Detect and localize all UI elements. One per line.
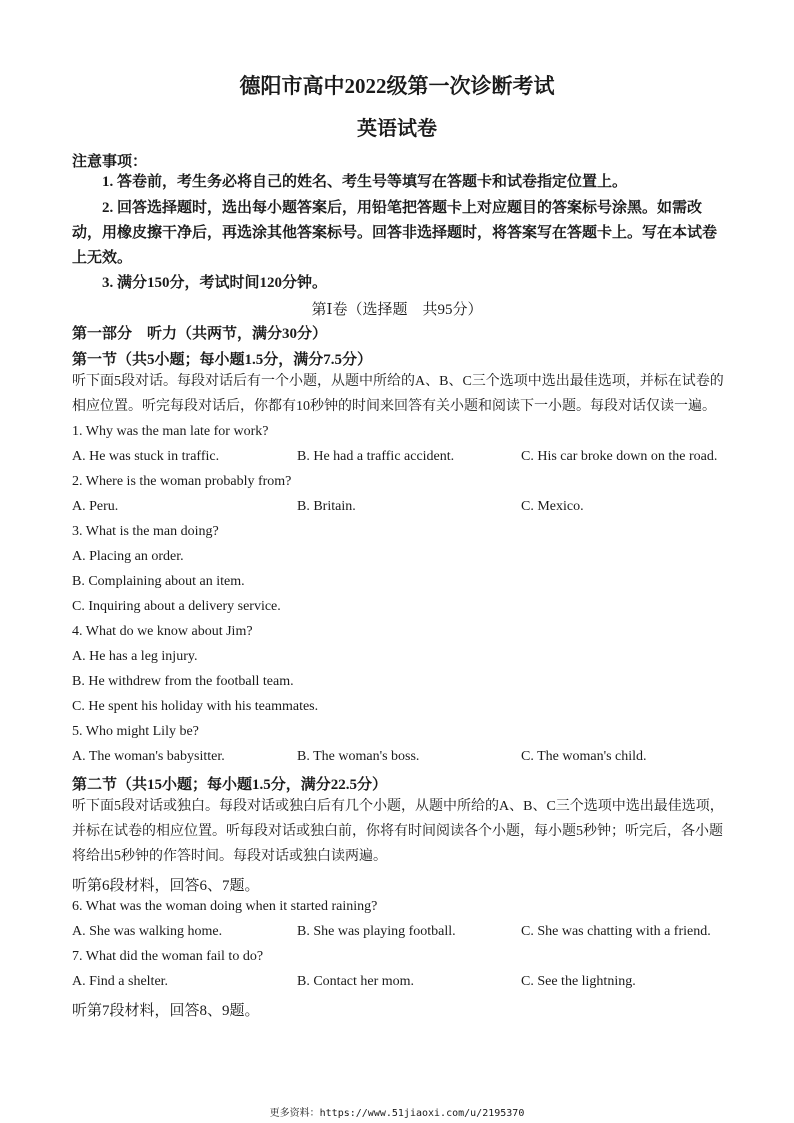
q4-option-a: A. He has a leg injury. [72,649,198,664]
q2-option-c: C. Mexico. [521,499,584,514]
volume-title: 第Ⅰ卷（选择题 共95分） [311,302,483,318]
section2-instructions: 听下面5段对话或独白。每段对话或独白后有几个小题，从题中所给的A、B、C三个选项中选出最佳选项，并标在试卷的相应位置。听每段对话或独白前，你将有时间阅读各个小题，每小题5秒钟；听完后，各小题将给出5秒钟的作答时间。每段对话或独白读两遍。 [72,799,724,864]
section1-instructions: 听下面5段对话。每段对话后有一个小题，从题中所给的A、B、C三个选项中选出最佳选项，并标在试卷的相应位置。听完每段对话后，你都有10秒钟的时间来回答有关小题和阅读下一小题。每段对话仅读一遍。 [72,374,724,414]
q1-option-c: C. His car broke down on the road. [521,449,718,464]
exam-title: 德阳市高中2022级第一次诊断考试 [239,74,555,98]
q2-option-a: A. Peru. [72,499,119,514]
question-5: 5. Who might Lily be? [72,724,199,739]
q7-option-c: C. See the lightning. [521,974,636,989]
q6-option-c: C. She was chatting with a friend. [521,924,711,939]
q6-option-a: A. She was walking home. [72,924,223,939]
q3-option-b: B. Complaining about an item. [72,574,245,589]
note-item-2: 2. 回答选择题时，选出每小题答案后，用铅笔把答题卡上对应题目的答案标号涂黑。如需改动，用橡皮擦干净后，再选涂其他答案标号。回答非选择题时，将答案写在答题卡上。写在本试卷上无效。 [72,200,718,266]
q1-option-b: B. He had a traffic accident. [297,449,455,464]
material-7-note: 听第7段材料，回答8、9题。 [72,1003,260,1019]
material-6-note: 听第6段材料，回答6、7题。 [72,878,260,894]
exam-subtitle: 英语试卷 [357,118,437,140]
question-4: 4. What do we know about Jim? [72,624,253,639]
q6-option-b: B. She was playing football. [297,924,456,939]
question-7: 7. What did the woman fail to do? [72,949,264,964]
q4-option-c: C. He spent his holiday with his teammates. [72,699,319,714]
footer-link[interactable]: 更多资料：https://www.51jiaoxi.com/u/2195370 [269,1108,525,1119]
q2-option-b: B. Britain. [297,499,356,514]
question-1: 1. Why was the man late for work? [72,424,269,439]
q7-option-b: B. Contact her mom. [297,974,415,989]
q4-option-b: B. He withdrew from the football team. [72,674,294,689]
section1-title: 第一节（共5小题；每小题1.5分，满分7.5分） [72,352,373,368]
question-6: 6. What was the woman doing when it started raining? [72,899,378,914]
q5-option-a: A. The woman's babysitter. [72,749,225,764]
section2-title: 第二节（共15小题；每小题1.5分，满分22.5分） [72,777,388,793]
q5-option-c: C. The woman's child. [521,749,647,764]
q3-option-c: C. Inquiring about a delivery service. [72,599,281,614]
q3-option-a: A. Placing an order. [72,549,184,564]
q1-option-a: A. He was stuck in traffic. [72,449,220,464]
question-3: 3. What is the man doing? [72,524,219,539]
part1-title: 第一部分 听力（共两节，满分30分） [72,326,328,342]
q5-option-b: B. The woman's boss. [297,749,420,764]
note-item-3: 3. 满分150分，考试时间120分钟。 [102,275,328,291]
notes-heading: 注意事项： [72,154,148,170]
q7-option-a: A. Find a shelter. [72,974,169,989]
question-2: 2. Where is the woman probably from? [72,474,292,489]
note-item-1: 1. 答卷前，考生务必将自己的姓名、考生号等填写在答题卡和试卷指定位置上。 [102,174,628,190]
